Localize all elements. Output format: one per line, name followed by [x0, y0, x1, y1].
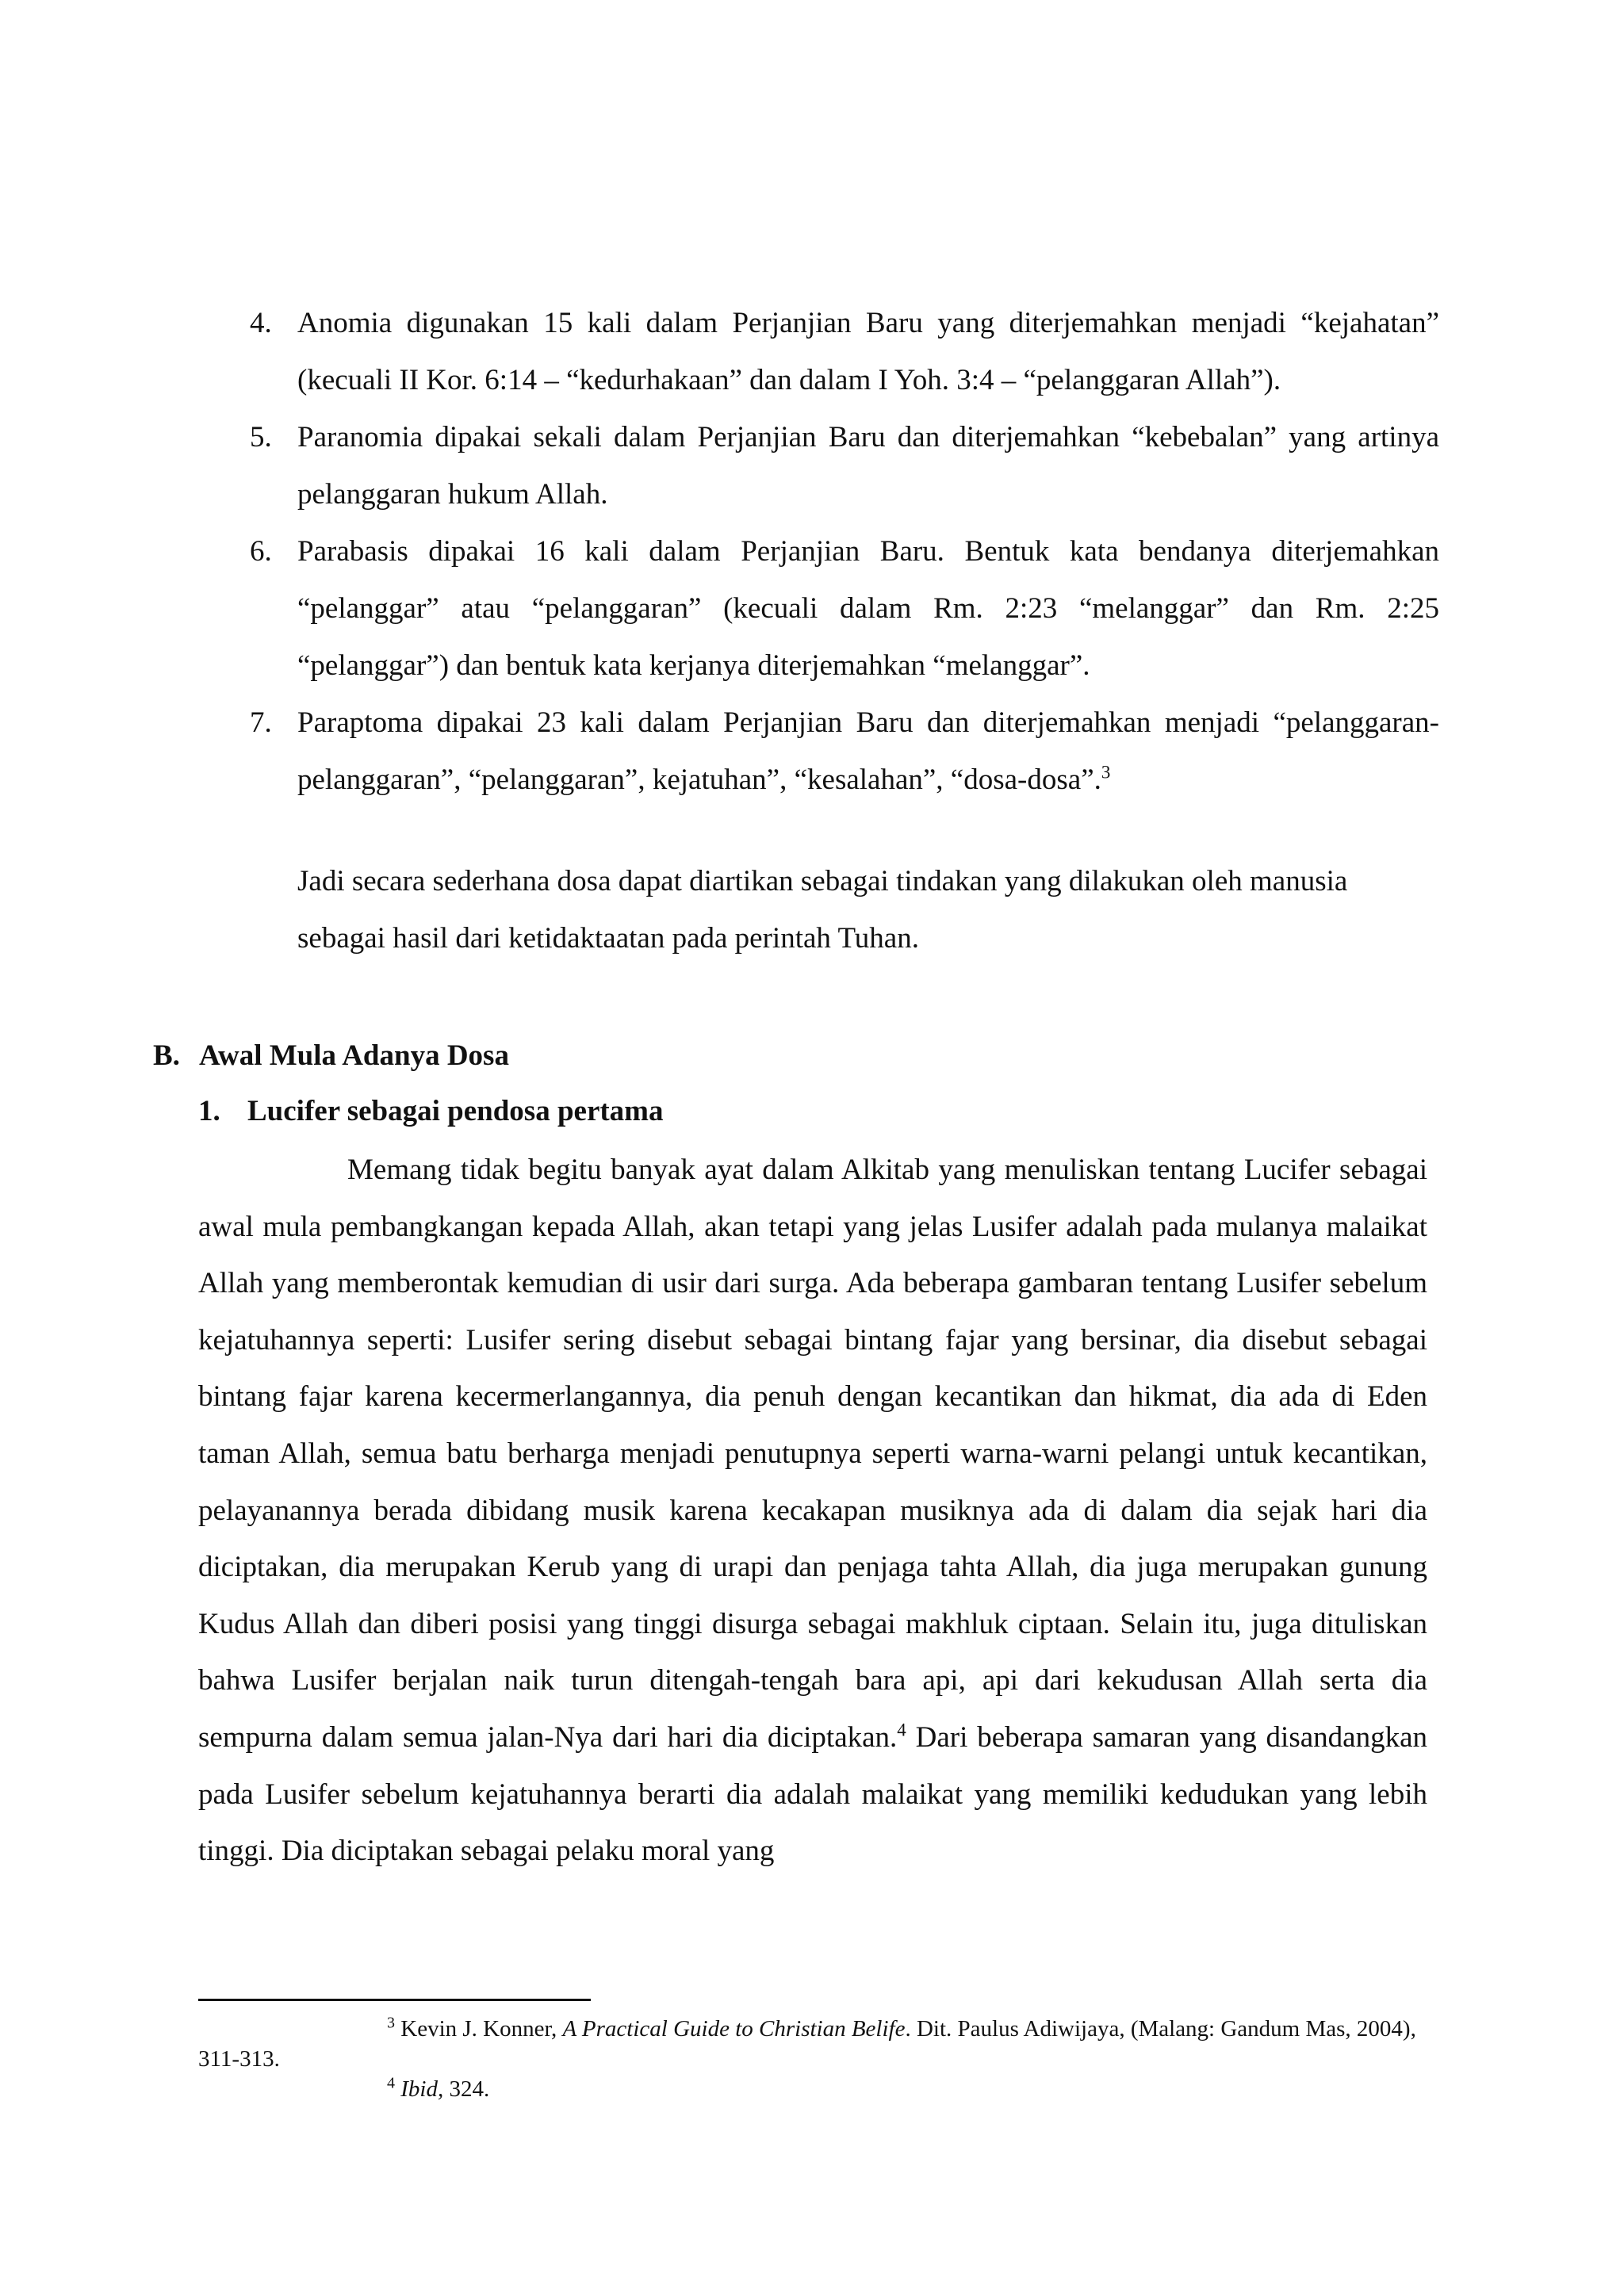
- list-item-number: 7.: [250, 706, 272, 739]
- footnotes: [198, 2014, 1435, 2104]
- list-item: [250, 523, 1439, 695]
- paragraph-text-continued: Dari beberapa samaran yang disandangkan pada Lusifer sebelum kejatuhannya berarti dia adalah malaikat yang memiliki kedudukan yang lebih tinggi. Dia diciptakan sebagai pelaku moral yang: [198, 1720, 1428, 1868]
- footnote-separator: [198, 1999, 591, 2001]
- list-item-number: 6.: [250, 535, 272, 568]
- footnote: [198, 2014, 1435, 2074]
- footnote-author: Kevin J. Konner,: [400, 2016, 563, 2042]
- numbered-list: [250, 295, 1439, 809]
- subsection-title: Lucifer sebagai pendosa pertama: [247, 1095, 664, 1127]
- footnote-book-title: A Practical Guide to Christian Belife: [562, 2016, 906, 2042]
- footnote-number: 4: [387, 2074, 395, 2092]
- footnote-number: 3: [387, 2014, 395, 2032]
- footnote-reference[interactable]: 4: [897, 1720, 906, 1740]
- subsection-number: 1.: [198, 1095, 220, 1127]
- footnote-ibid: Ibid,: [400, 2076, 444, 2102]
- list-item-number: 5.: [250, 421, 272, 453]
- footnote: [198, 2074, 1435, 2104]
- list-item-text: Paraptoma dipakai 23 kali dalam Perjanjian Baru dan diterjemahkan menjadi “pelanggaran-pelanggaran”, “pelanggaran”, kejatuhan”, “kesalahan”, “dosa-dosa”.: [297, 706, 1439, 796]
- list-item: [250, 295, 1439, 409]
- section-title: Awal Mula Adanya Dosa: [199, 1039, 509, 1072]
- list-item: [250, 695, 1439, 809]
- list-closing-paragraph: Jadi secara sederhana dosa dapat diartikan sebagai tindakan yang dilakukan oleh manusia sebagai hasil dari ketidaktaatan pada perintah Tuhan.: [297, 865, 1348, 955]
- body-paragraph: [198, 1142, 1427, 1880]
- footnote-details: . Dit. Paulus Adiwijaya, (Malang: Gandum Mas, 2004), 311-313.: [198, 2016, 1416, 2072]
- list-item-text: Paranomia dipakai sekali dalam Perjanjian Baru dan diterjemahkan “kebebalan” yang artinya pelanggaran hukum Allah.: [297, 421, 1439, 511]
- paragraph-text: Memang tidak begitu banyak ayat dalam Alkitab yang menuliskan tentang Lucifer sebagai awal mula pembangkangan kepada Allah, akan tetapi yang jelas Lusifer adalah pada mulanya malaikat Allah yang memberontak kemudian di usir dari surga. Ada beberapa gambaran tentang Lusifer sebelum kejatuhannya seperti: Lusifer sering disebut sebagai bintang fajar yang bersinar, dia disebut sebagai bintang fajar karena kecermerlangannya, dia penuh dengan kecantikan dan hikmat, dia ada di Eden taman Allah, semua batu berharga menjadi penutupnya seperti warna-warni pelangi untuk kecantikan, pelayanannya berada dibidang musik karena kecakapan musiknya ada di dalam dia sejak hari dia diciptakan, dia merupakan Kerub yang di urapi dan penjaga tahta Allah, dia juga merupakan gunung Kudus Allah dan diberi posisi yang tinggi disurga sebagai makhluk ciptaan. Selain itu, juga dituliskan bahwa Lusifer berjalan naik turun ditengah-tengah bara api, api dari kekudusan Allah serta dia sempurna dalam semua jalan-Nya dari hari dia diciptakan.: [198, 1154, 1427, 1754]
- list-item-text: Anomia digunakan 15 kali dalam Perjanjian Baru yang diterjemahkan menjadi “kejahatan” (kecuali II Kor. 6:14 – “kedurhakaan” dan dalam I Yoh. 3:4 – “pelanggaran Allah”).: [297, 307, 1439, 396]
- section-number: B.: [153, 1039, 180, 1072]
- section-heading: [153, 1034, 509, 1078]
- footnote-reference[interactable]: 3: [1101, 762, 1111, 783]
- footnote-details: 324.: [443, 2076, 490, 2102]
- list-item-text: Parabasis dipakai 16 kali dalam Perjanjian Baru. Bentuk kata bendanya diterjemahkan “pelanggar” atau “pelanggaran” (kecuali dalam Rm. 2:23 “melanggar” dan Rm. 2:25 “pelanggar”) dan bentuk kata kerjanya diterjemahkan “melanggar”.: [297, 535, 1439, 682]
- list-item: [250, 409, 1439, 523]
- list-item-number: 4.: [250, 307, 272, 339]
- subsection-heading: [198, 1089, 664, 1134]
